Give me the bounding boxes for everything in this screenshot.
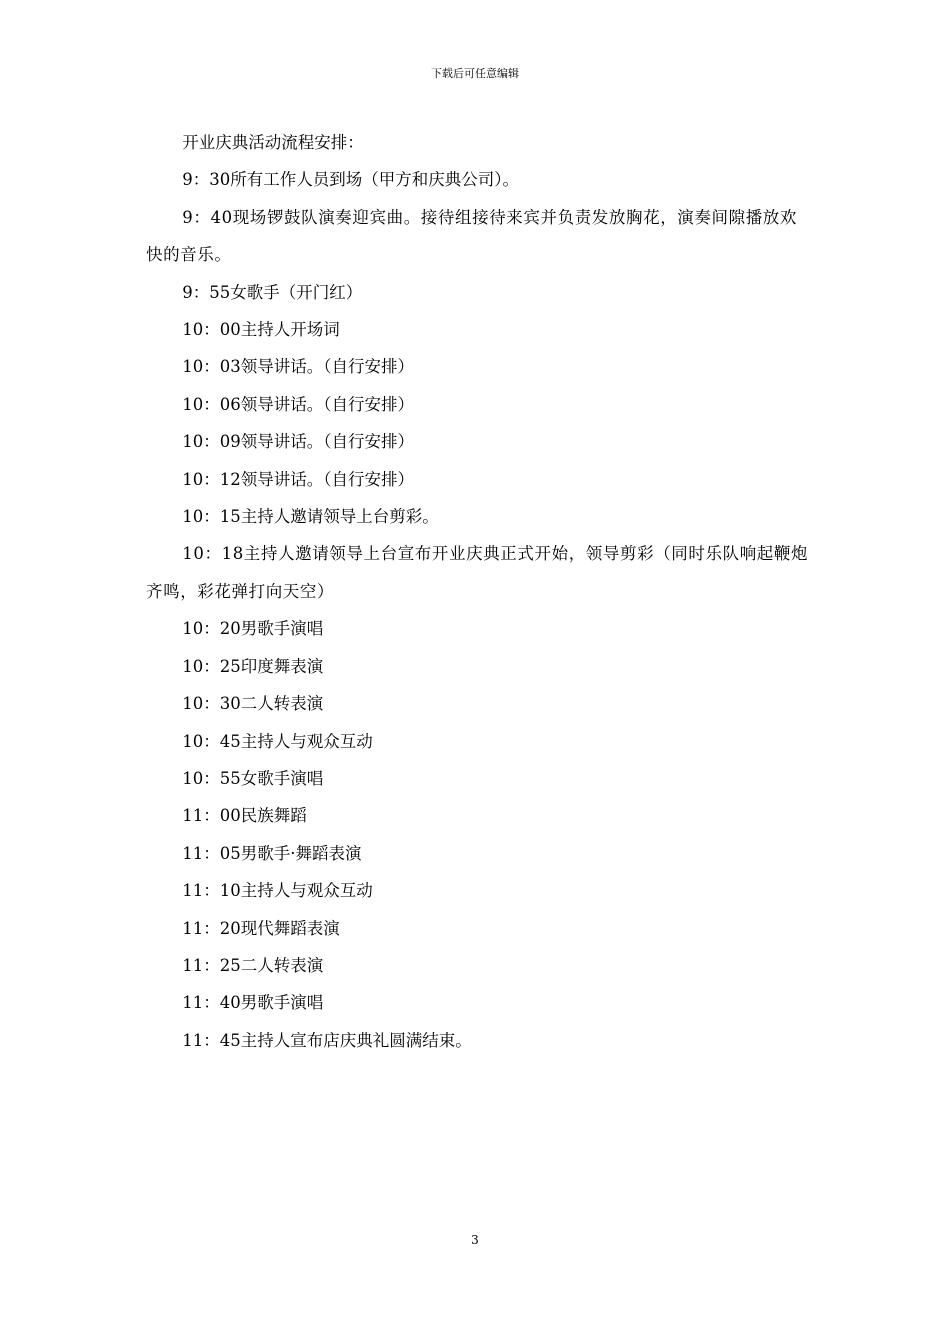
document-title: 开业庆典活动流程安排： (182, 133, 364, 152)
schedule-item: 11：20现代舞蹈表演 (182, 918, 340, 938)
page-number: 3 (471, 1233, 479, 1247)
page-header: 下载后可任意编辑 (431, 67, 519, 80)
schedule-item: 9：40现场锣鼓队演奏迎宾曲。接待组接待来宾并负责发放胸花，演奏间隙播放欢快的音乐。 (146, 207, 797, 265)
schedule-item: 10：15主持人邀请领导上台剪彩。 (182, 507, 439, 527)
schedule-item: 10：45主持人与观众互动 (182, 731, 373, 751)
schedule-item: 10：55女歌手演唱 (182, 768, 324, 788)
schedule-item: 10：18主持人邀请领导上台宣布开业庆典正式开始，领导剪彩（同时乐队响起鞭炮齐鸣，彩花弹打向天空） (146, 544, 809, 601)
schedule-item: 11：05男歌手·舞蹈表演 (182, 843, 362, 863)
schedule-item: 10：25印度舞表演 (182, 656, 324, 676)
schedule-item: 10：03领导讲话。（自行安排） (182, 357, 415, 377)
schedule-item: 10：12领导讲话。（自行安排） (182, 469, 415, 489)
schedule-item: 10：30二人转表演 (182, 694, 324, 714)
schedule-item: 10：06领导讲话。（自行安排） (182, 394, 415, 414)
schedule-item: 11：45主持人宣布店庆典礼圆满结束。 (182, 1030, 472, 1050)
schedule-item: 11：00民族舞蹈 (182, 806, 307, 826)
schedule-item: 10：09领导讲话。（自行安排） (182, 432, 415, 452)
document-body (146, 124, 814, 1059)
schedule-item: 10：00主持人开场词 (182, 320, 340, 340)
schedule-item: 11：10主持人与观众互动 (182, 881, 373, 901)
schedule-item: 9：55女歌手（开门红） (182, 282, 363, 302)
schedule-item: 10：20男歌手演唱 (182, 619, 324, 639)
schedule-item: 11：40男歌手演唱 (182, 993, 324, 1013)
schedule-item: 9：30所有工作人员到场（甲方和庆典公司）。 (182, 170, 520, 190)
schedule-item: 11：25二人转表演 (182, 955, 324, 975)
